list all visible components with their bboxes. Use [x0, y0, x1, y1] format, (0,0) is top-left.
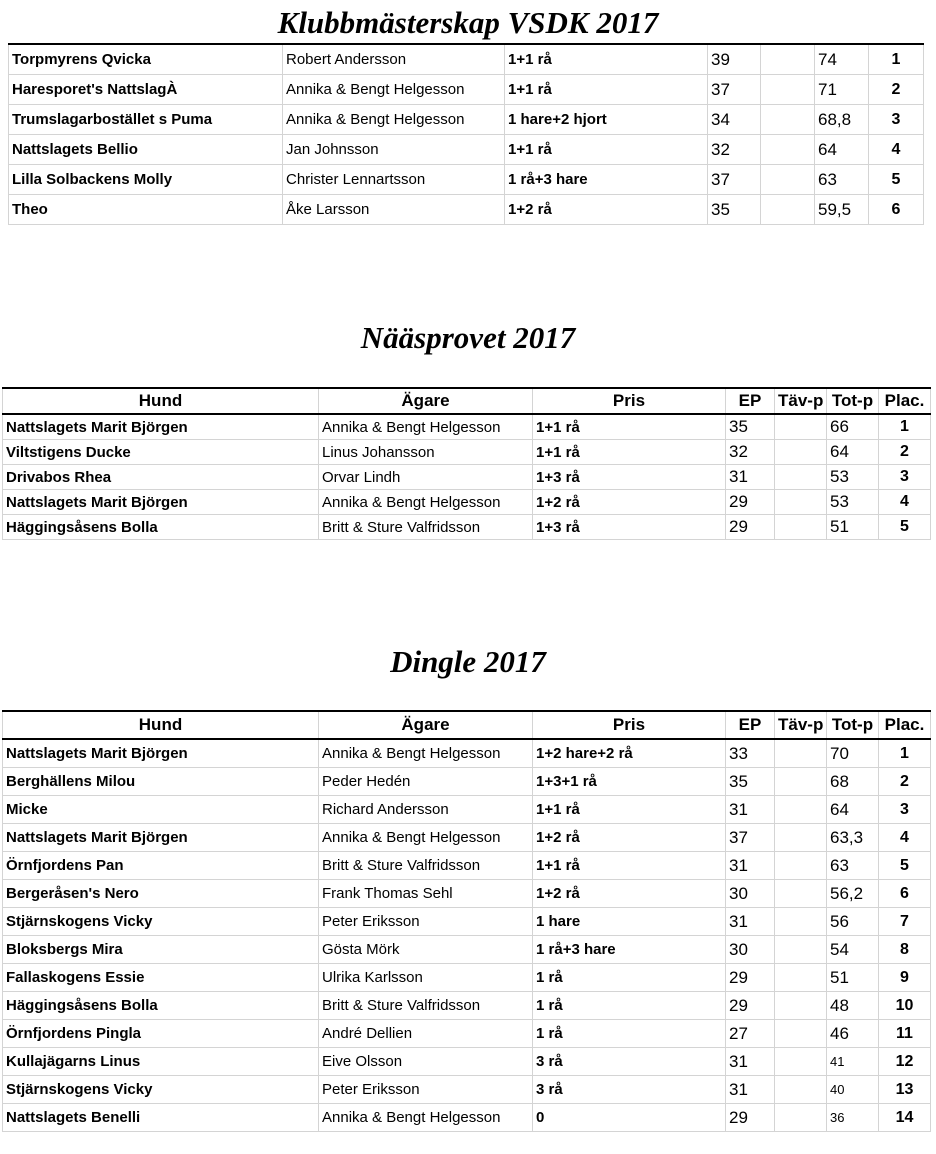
table-row: [3, 992, 931, 1020]
tot-cell: 68,8: [815, 105, 869, 135]
ep-cell: 29: [726, 490, 775, 515]
hund-cell: Stjärnskogens Vicky: [3, 908, 319, 936]
table-row: [9, 195, 924, 225]
tot-cell: 63: [827, 852, 879, 880]
pris-cell: 1+2 rå: [533, 824, 726, 852]
hund-cell: Nattslagets Marit Björgen: [3, 824, 319, 852]
pris-cell: 3 rå: [533, 1076, 726, 1104]
tot-cell: 41: [827, 1048, 879, 1076]
tav-cell: [775, 824, 827, 852]
tot-cell: 40: [827, 1076, 879, 1104]
ep-cell: 29: [726, 992, 775, 1020]
tot-cell: 63: [815, 165, 869, 195]
ep-cell: 30: [726, 880, 775, 908]
tav-cell: [775, 1076, 827, 1104]
table-row: [3, 852, 931, 880]
plac-cell: 4: [879, 824, 931, 852]
plac-cell: 3: [869, 105, 924, 135]
tot-cell: 51: [827, 964, 879, 992]
table-row: [3, 1076, 931, 1104]
agare-cell: Eive Olsson: [319, 1048, 533, 1076]
col-tot: Tot-p: [827, 388, 879, 414]
tav-cell: [775, 1104, 827, 1132]
tav-cell: [761, 75, 815, 105]
agare-cell: Ulrika Karlsson: [319, 964, 533, 992]
klubb-table: [8, 43, 924, 225]
hund-cell: Lilla Solbackens Molly: [9, 165, 283, 195]
tav-cell: [775, 908, 827, 936]
plac-cell: 11: [879, 1020, 931, 1048]
plac-cell: 7: [879, 908, 931, 936]
tav-cell: [775, 1048, 827, 1076]
tot-cell: 64: [827, 796, 879, 824]
plac-cell: 1: [879, 414, 931, 440]
table-row: [3, 1020, 931, 1048]
agare-cell: Peder Hedén: [319, 768, 533, 796]
pris-cell: 1+1 rå: [533, 414, 726, 440]
ep-cell: 32: [708, 135, 761, 165]
ep-cell: 31: [726, 1076, 775, 1104]
agare-cell: Jan Johnsson: [283, 135, 505, 165]
pris-cell: 1+2 hare+2 rå: [533, 739, 726, 768]
ep-cell: 31: [726, 908, 775, 936]
agare-cell: Annika & Bengt Helgesson: [319, 1104, 533, 1132]
pris-cell: 1+3 rå: [533, 465, 726, 490]
naas-table: [2, 387, 931, 540]
table-row: [3, 796, 931, 824]
plac-cell: 3: [879, 796, 931, 824]
hund-cell: Örnfjordens Pan: [3, 852, 319, 880]
hund-cell: Nattslagets Marit Björgen: [3, 490, 319, 515]
plac-cell: 2: [869, 75, 924, 105]
plac-cell: 1: [879, 739, 931, 768]
hund-cell: Haresporet's NattslagÀ: [9, 75, 283, 105]
tav-cell: [775, 515, 827, 540]
col-plac: Plac.: [879, 711, 931, 739]
col-ep: EP: [726, 711, 775, 739]
hund-cell: Bergeråsen's Nero: [3, 880, 319, 908]
dingle-table: [2, 710, 931, 1132]
tav-cell: [775, 414, 827, 440]
agare-cell: André Dellien: [319, 1020, 533, 1048]
pris-cell: 1+3+1 rå: [533, 768, 726, 796]
pris-cell: 1+2 rå: [533, 490, 726, 515]
plac-cell: 1: [869, 44, 924, 75]
ep-cell: 29: [726, 1104, 775, 1132]
table-row: [3, 515, 931, 540]
col-hund: Hund: [3, 388, 319, 414]
ep-cell: 27: [726, 1020, 775, 1048]
tot-cell: 51: [827, 515, 879, 540]
tav-cell: [775, 880, 827, 908]
pris-cell: 1+3 rå: [533, 515, 726, 540]
table-row: [9, 105, 924, 135]
tav-cell: [775, 440, 827, 465]
plac-cell: 10: [879, 992, 931, 1020]
ep-cell: 29: [726, 515, 775, 540]
pris-cell: 3 rå: [533, 1048, 726, 1076]
agare-cell: Peter Eriksson: [319, 1076, 533, 1104]
col-ep: EP: [726, 388, 775, 414]
agare-cell: Peter Eriksson: [319, 908, 533, 936]
ep-cell: 31: [726, 796, 775, 824]
col-hund: Hund: [3, 711, 319, 739]
hund-cell: Häggingsåsens Bolla: [3, 992, 319, 1020]
tot-cell: 36: [827, 1104, 879, 1132]
tav-cell: [775, 465, 827, 490]
table-row: [3, 490, 931, 515]
agare-cell: Annika & Bengt Helgesson: [319, 739, 533, 768]
agare-cell: Britt & Sture Valfridsson: [319, 992, 533, 1020]
plac-cell: 4: [869, 135, 924, 165]
tav-cell: [775, 768, 827, 796]
agare-cell: Annika & Bengt Helgesson: [319, 824, 533, 852]
plac-cell: 5: [879, 852, 931, 880]
tav-cell: [775, 852, 827, 880]
ep-cell: 37: [708, 165, 761, 195]
tot-cell: 54: [827, 936, 879, 964]
pris-cell: 1+1 rå: [505, 75, 708, 105]
pris-cell: 1+1 rå: [533, 440, 726, 465]
hund-cell: Stjärnskogens Vicky: [3, 1076, 319, 1104]
hund-cell: Nattslagets Bellio: [9, 135, 283, 165]
plac-cell: 3: [879, 465, 931, 490]
plac-cell: 13: [879, 1076, 931, 1104]
agare-cell: Annika & Bengt Helgesson: [283, 105, 505, 135]
ep-cell: 37: [726, 824, 775, 852]
table-row: [3, 465, 931, 490]
pris-cell: 1 rå+3 hare: [505, 165, 708, 195]
table-row: [3, 880, 931, 908]
tav-cell: [775, 992, 827, 1020]
plac-cell: 6: [869, 195, 924, 225]
dingle-title: Dingle 2017: [390, 644, 546, 679]
col-tav: Täv-p: [775, 711, 827, 739]
hund-cell: Fallaskogens Essie: [3, 964, 319, 992]
pris-cell: 1 rå: [533, 992, 726, 1020]
pris-cell: 1+1 rå: [533, 796, 726, 824]
tav-cell: [761, 195, 815, 225]
hund-cell: Örnfjordens Pingla: [3, 1020, 319, 1048]
ep-cell: 35: [726, 414, 775, 440]
tot-cell: 56,2: [827, 880, 879, 908]
table-row: [3, 768, 931, 796]
pris-cell: 1 hare+2 hjort: [505, 105, 708, 135]
agare-cell: Frank Thomas Sehl: [319, 880, 533, 908]
col-pris: Pris: [533, 711, 726, 739]
plac-cell: 5: [879, 515, 931, 540]
pris-cell: 1+1 rå: [505, 135, 708, 165]
table-row: [3, 824, 931, 852]
pris-cell: 1 hare: [533, 908, 726, 936]
tot-cell: 64: [827, 440, 879, 465]
hund-cell: Theo: [9, 195, 283, 225]
pris-cell: 1 rå+3 hare: [533, 936, 726, 964]
tav-cell: [761, 165, 815, 195]
tot-cell: 48: [827, 992, 879, 1020]
tot-cell: 46: [827, 1020, 879, 1048]
col-tot: Tot-p: [827, 711, 879, 739]
pris-cell: 1 rå: [533, 1020, 726, 1048]
hund-cell: Viltstigens Ducke: [3, 440, 319, 465]
tot-cell: 66: [827, 414, 879, 440]
table-row: [9, 44, 924, 75]
naas-title: Nääsprovet 2017: [360, 320, 576, 355]
tot-cell: 64: [815, 135, 869, 165]
tot-cell: 53: [827, 490, 879, 515]
plac-cell: 5: [869, 165, 924, 195]
tav-cell: [775, 739, 827, 768]
agare-cell: Britt & Sture Valfridsson: [319, 515, 533, 540]
hund-cell: Micke: [3, 796, 319, 824]
table-row: [3, 414, 931, 440]
plac-cell: 8: [879, 936, 931, 964]
plac-cell: 14: [879, 1104, 931, 1132]
ep-cell: 35: [708, 195, 761, 225]
table-row: [9, 75, 924, 105]
hund-cell: Torpmyrens Qvicka: [9, 44, 283, 75]
hund-cell: Nattslagets Benelli: [3, 1104, 319, 1132]
ep-cell: 31: [726, 1048, 775, 1076]
agare-cell: Christer Lennartsson: [283, 165, 505, 195]
table-row: [3, 936, 931, 964]
pris-cell: 1+1 rå: [533, 852, 726, 880]
ep-cell: 33: [726, 739, 775, 768]
col-tav: Täv-p: [775, 388, 827, 414]
pris-cell: 1+2 rå: [533, 880, 726, 908]
tav-cell: [761, 135, 815, 165]
agare-cell: Richard Andersson: [319, 796, 533, 824]
ep-cell: 37: [708, 75, 761, 105]
table-row: [3, 964, 931, 992]
col-agare: Ägare: [319, 711, 533, 739]
pris-cell: 1 rå: [533, 964, 726, 992]
hund-cell: Häggingsåsens Bolla: [3, 515, 319, 540]
pris-cell: 0: [533, 1104, 726, 1132]
tot-cell: 70: [827, 739, 879, 768]
ep-cell: 34: [708, 105, 761, 135]
hund-cell: Nattslagets Marit Björgen: [3, 739, 319, 768]
pris-cell: 1+1 rå: [505, 44, 708, 75]
tot-cell: 59,5: [815, 195, 869, 225]
ep-cell: 29: [726, 964, 775, 992]
tav-cell: [775, 1020, 827, 1048]
plac-cell: 12: [879, 1048, 931, 1076]
ep-cell: 32: [726, 440, 775, 465]
agare-cell: Robert Andersson: [283, 44, 505, 75]
col-pris: Pris: [533, 388, 726, 414]
table-row: [9, 135, 924, 165]
hund-cell: Berghällens Milou: [3, 768, 319, 796]
tav-cell: [761, 105, 815, 135]
ep-cell: 35: [726, 768, 775, 796]
tav-cell: [775, 964, 827, 992]
hund-cell: Trumslagarbostället s Puma: [9, 105, 283, 135]
plac-cell: 6: [879, 880, 931, 908]
hund-cell: Drivabos Rhea: [3, 465, 319, 490]
plac-cell: 9: [879, 964, 931, 992]
tav-cell: [775, 490, 827, 515]
agare-cell: Annika & Bengt Helgesson: [319, 414, 533, 440]
tot-cell: 74: [815, 44, 869, 75]
table-row: [3, 908, 931, 936]
hund-cell: Bloksbergs Mira: [3, 936, 319, 964]
plac-cell: 2: [879, 768, 931, 796]
ep-cell: 31: [726, 852, 775, 880]
tot-cell: 53: [827, 465, 879, 490]
table-row: [3, 1104, 931, 1132]
ep-cell: 39: [708, 44, 761, 75]
tot-cell: 68: [827, 768, 879, 796]
col-agare: Ägare: [319, 388, 533, 414]
tav-cell: [775, 936, 827, 964]
table-row: [3, 1048, 931, 1076]
hund-cell: Kullajägarns Linus: [3, 1048, 319, 1076]
agare-cell: Britt & Sture Valfridsson: [319, 852, 533, 880]
hund-cell: Nattslagets Marit Björgen: [3, 414, 319, 440]
table-row: [3, 440, 931, 465]
plac-cell: 4: [879, 490, 931, 515]
agare-cell: Linus Johansson: [319, 440, 533, 465]
table-row: [9, 165, 924, 195]
pris-cell: 1+2 rå: [505, 195, 708, 225]
agare-cell: Annika & Bengt Helgesson: [283, 75, 505, 105]
agare-cell: Åke Larsson: [283, 195, 505, 225]
table-row: [3, 739, 931, 768]
agare-cell: Orvar Lindh: [319, 465, 533, 490]
agare-cell: Annika & Bengt Helgesson: [319, 490, 533, 515]
ep-cell: 30: [726, 936, 775, 964]
agare-cell: Gösta Mörk: [319, 936, 533, 964]
plac-cell: 2: [879, 440, 931, 465]
klubb-title: Klubbmästerskap VSDK 2017: [277, 5, 659, 40]
tot-cell: 56: [827, 908, 879, 936]
tav-cell: [761, 44, 815, 75]
tav-cell: [775, 796, 827, 824]
tot-cell: 63,3: [827, 824, 879, 852]
tot-cell: 71: [815, 75, 869, 105]
col-plac: Plac.: [879, 388, 931, 414]
ep-cell: 31: [726, 465, 775, 490]
